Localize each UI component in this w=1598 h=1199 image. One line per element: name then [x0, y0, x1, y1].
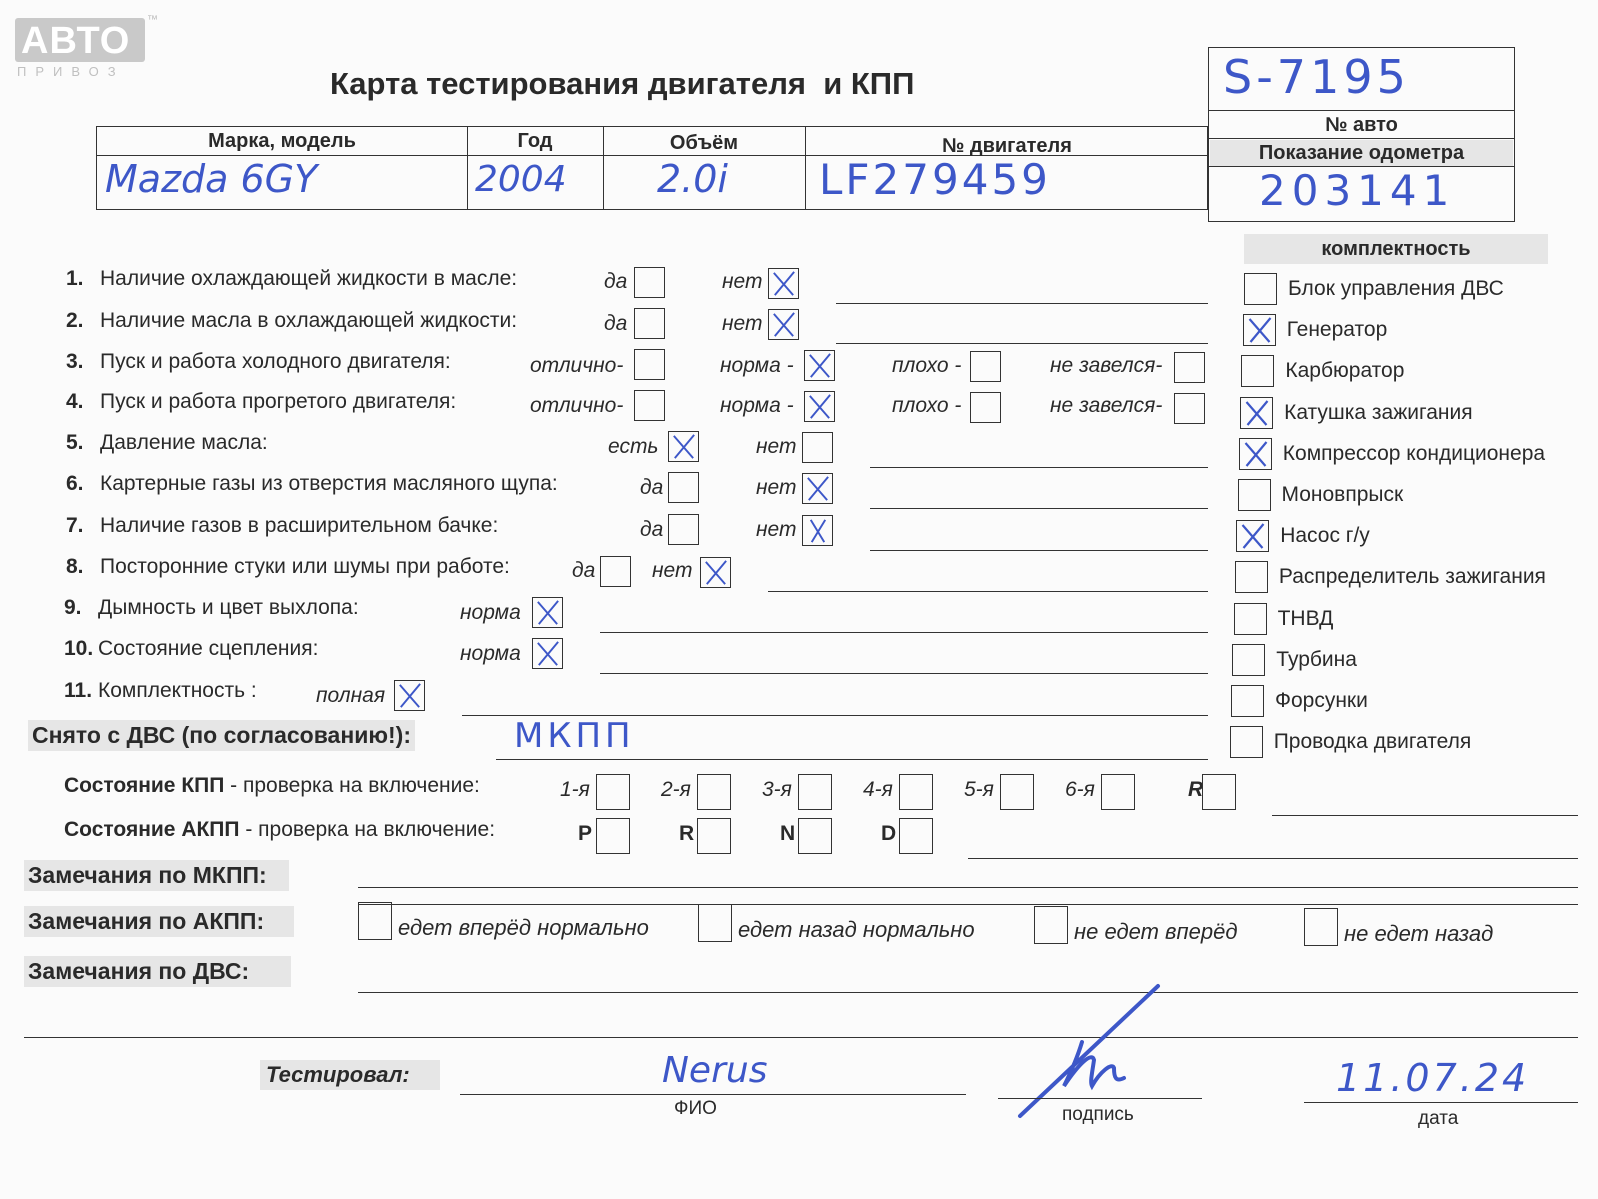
completeness-checkbox[interactable] — [1230, 726, 1263, 758]
question-text: Посторонние стуки или шумы при работе: — [100, 555, 510, 578]
gear-checkbox[interactable] — [1000, 774, 1034, 810]
option-label: нет — [756, 518, 797, 541]
question-number: 5. — [66, 431, 84, 454]
checkbox-no-checked[interactable] — [802, 515, 833, 546]
gear-checkbox[interactable] — [798, 774, 832, 810]
completeness-checkbox[interactable] — [1235, 561, 1268, 593]
checkbox-excellent[interactable] — [634, 349, 665, 380]
checkbox-no-checked[interactable] — [700, 557, 731, 588]
question-text: Пуск и работа прогретого двигателя: — [100, 390, 457, 413]
gear-checkbox[interactable] — [1101, 774, 1135, 810]
question-text: Пуск и работа холодного двигателя: — [100, 350, 451, 373]
akpp-remark-label: не едет вперёд — [1074, 919, 1238, 944]
checkbox-normal-checked[interactable] — [532, 597, 563, 628]
akpp-remark-label: едет назад нормально — [738, 917, 975, 942]
akpp-label — [64, 818, 495, 842]
question-text: Наличие охлаждающей жидкости в масле: — [100, 267, 518, 290]
logo-text: АВТО — [21, 20, 131, 62]
option-label: плохо - — [892, 354, 962, 377]
akpp-remark-label: не едет назад — [1344, 921, 1494, 946]
signature-caption: подпись — [1062, 1104, 1134, 1125]
col-engine-header: № двигателя — [942, 135, 1072, 157]
option-label: полная — [316, 684, 386, 707]
gear-checkbox[interactable] — [596, 774, 630, 810]
completeness-item-label: Катушка зажигания — [1284, 400, 1473, 424]
gear-label: 5-я — [964, 778, 994, 801]
removed-value: МКПП — [514, 716, 635, 756]
question-number: 10. — [64, 637, 94, 660]
completeness-item-label: Форсунки — [1275, 689, 1368, 712]
volume-value: 2.0i — [657, 157, 728, 201]
completeness-checkbox[interactable] — [1236, 520, 1269, 552]
car-number-value: S-7195 — [1223, 50, 1410, 104]
completeness-item-label: Генератор — [1286, 318, 1388, 342]
akpp-remark-checkbox[interactable] — [1304, 908, 1338, 946]
completeness-item-label: ТНВД — [1277, 606, 1334, 630]
kpp-label — [64, 774, 480, 798]
removed-label: Снято с ДВС (по согласованию!): — [28, 720, 415, 751]
engine-number-value: LF279459 — [819, 155, 1051, 204]
mode-checkbox[interactable] — [697, 818, 731, 854]
question-number: 2. — [66, 309, 84, 332]
question-text: Дымность и цвет выхлопа: — [98, 596, 359, 619]
question-text: Картерные газы из отверстия масляного щупа: — [100, 472, 558, 495]
gear-checkbox[interactable] — [899, 774, 933, 810]
kpp-label-bold: Состояние КПП — [64, 774, 225, 797]
mode-checkbox[interactable] — [596, 818, 630, 854]
checkbox-excellent[interactable] — [634, 390, 665, 421]
col-year-header: Год — [517, 130, 553, 152]
mode-label: P — [578, 822, 593, 845]
checkbox-normal-checked[interactable] — [804, 350, 835, 381]
col-model-header: Марка, модель — [208, 130, 356, 152]
completeness-title: комплектность — [1244, 234, 1548, 264]
completeness-item-label: Моновпрыск — [1281, 483, 1404, 506]
completeness-checkbox[interactable] — [1241, 355, 1274, 387]
akpp-remark-checkbox[interactable] — [698, 904, 732, 942]
option-label: нет — [756, 476, 797, 499]
question-number: 7. — [66, 514, 84, 537]
page-title: Карта тестирования двигателя и КПП — [330, 66, 915, 101]
akpp-remark-checkbox[interactable] — [358, 902, 392, 940]
akpp-remark-label: едет вперёд нормально — [398, 915, 649, 940]
option-label: есть — [608, 435, 659, 458]
model-value: Mazda 6GY — [105, 157, 318, 201]
option-label: отлично- — [530, 354, 624, 377]
kpp-label-rest: - проверка на включение: — [224, 774, 480, 797]
checkbox-yes[interactable] — [634, 267, 665, 298]
option-label: да — [572, 559, 596, 582]
question-text: Давление масла: — [100, 431, 268, 454]
gear-label: 3-я — [762, 778, 792, 801]
car-number-box — [1208, 47, 1515, 222]
checkbox-no[interactable] — [802, 432, 833, 463]
tested-label: Тестировал: — [260, 1060, 440, 1090]
checkbox-not-started[interactable] — [1174, 352, 1205, 383]
question-number: 4. — [66, 390, 84, 413]
odometer-value: 203141 — [1259, 166, 1456, 215]
checkbox-full-checked[interactable] — [394, 680, 425, 711]
gear-label: R — [1188, 778, 1204, 801]
akpp-label-bold: Состояние АКПП — [64, 818, 240, 841]
logo-tm: ™ — [147, 14, 158, 26]
checkbox-yes-checked[interactable] — [668, 431, 699, 462]
mode-label: D — [881, 822, 897, 845]
completeness-checkbox[interactable] — [1231, 685, 1264, 717]
option-label: нет — [722, 270, 763, 293]
mode-checkbox[interactable] — [798, 818, 832, 854]
checkbox-normal-checked[interactable] — [804, 391, 835, 422]
date-caption: дата — [1418, 1108, 1459, 1129]
remarks-dvs-label: Замечания по ДВС: — [24, 956, 291, 987]
completeness-item-label: Турбина — [1276, 647, 1357, 671]
option-label: плохо - — [892, 394, 962, 417]
completeness-checkbox[interactable] — [1243, 314, 1276, 346]
mode-checkbox[interactable] — [899, 818, 933, 854]
question-number: 1. — [66, 267, 84, 290]
question-number: 3. — [66, 350, 84, 373]
option-label: да — [604, 312, 628, 335]
checkbox-no-checked[interactable] — [768, 268, 799, 299]
mode-label: N — [780, 822, 796, 845]
checkbox-bad[interactable] — [970, 351, 1001, 382]
logo-sub: ПРИВОЗ — [17, 64, 125, 79]
checkbox-yes[interactable] — [668, 514, 699, 545]
question-text: Комплектность : — [98, 679, 257, 702]
completeness-checkbox[interactable] — [1239, 438, 1272, 470]
option-label: норма — [460, 642, 521, 665]
remarks-mkpp-label: Замечания по МКПП: — [24, 860, 289, 891]
option-label: да — [640, 518, 664, 541]
option-label: норма - — [720, 354, 794, 377]
col-volume-header: Объём — [669, 132, 739, 154]
odometer-label: Показание одометра — [1210, 140, 1513, 166]
signature — [1006, 982, 1186, 1122]
option-label: нет — [756, 435, 797, 458]
gear-label: 2-я — [661, 778, 691, 801]
question-number: 11. — [64, 679, 93, 702]
option-label: отлично- — [530, 394, 624, 417]
header-table — [96, 126, 1208, 210]
completeness-item-label: Блок управления ДВС — [1288, 277, 1504, 300]
option-label: норма — [460, 601, 521, 624]
option-label: норма - — [720, 394, 794, 417]
completeness-checkbox[interactable] — [1232, 644, 1265, 676]
gear-label: 4-я — [863, 778, 893, 801]
completeness-item-label: Распределитель зажигания — [1278, 565, 1546, 589]
akpp-label-rest: - проверка на включение: — [239, 818, 496, 841]
date-value: 11.07.24 — [1336, 1056, 1530, 1100]
tester-name: Nerus — [662, 1050, 768, 1091]
checkbox-yes[interactable] — [668, 472, 699, 503]
option-label: нет — [652, 559, 693, 582]
checkbox-normal-checked[interactable] — [532, 638, 563, 669]
completeness-checkbox[interactable] — [1244, 273, 1277, 305]
question-number: 6. — [66, 472, 84, 495]
option-label: не завелся- — [1050, 394, 1163, 417]
completeness-item-label: Насос г/у — [1280, 524, 1370, 548]
remarks-akpp-label: Замечания по АКПП: — [24, 906, 294, 937]
option-label: не завелся- — [1050, 354, 1163, 377]
option-label: нет — [722, 312, 763, 335]
completeness-item-label: Проводка двигателя — [1273, 730, 1472, 754]
completeness-checkbox[interactable] — [1240, 397, 1273, 429]
checkbox-yes[interactable] — [634, 308, 665, 339]
option-label: да — [640, 476, 664, 499]
question-text: Наличие масла в охлаждающей жидкости: — [100, 309, 518, 332]
checkbox-no-checked[interactable] — [802, 473, 833, 504]
option-label: да — [604, 270, 628, 293]
akpp-remark-checkbox[interactable] — [1034, 906, 1068, 944]
checkbox-no-checked[interactable] — [768, 309, 799, 340]
gear-checkbox[interactable] — [697, 774, 731, 810]
completeness-checkbox[interactable] — [1234, 603, 1267, 635]
logo — [15, 14, 158, 79]
car-number-label: № авто — [1325, 114, 1398, 136]
gear-checkbox[interactable] — [1202, 774, 1236, 810]
year-value: 2004 — [475, 159, 567, 200]
checkbox-not-started[interactable] — [1174, 393, 1205, 424]
gear-label: 6-я — [1065, 778, 1095, 801]
completeness-item-label: Компрессор кондиционера — [1282, 441, 1546, 465]
question-text: Наличие газов в расширительном бачке: — [100, 514, 499, 537]
question-number: 8. — [66, 555, 84, 578]
name-caption: ФИО — [674, 1098, 717, 1119]
question-number: 9. — [64, 596, 82, 619]
gear-label: 1-я — [560, 778, 590, 801]
completeness-checkbox[interactable] — [1238, 479, 1271, 511]
completeness-item-label: Карбюратор — [1285, 359, 1405, 383]
question-text: Состояние сцепления: — [98, 637, 319, 660]
checkbox-yes[interactable] — [600, 556, 631, 587]
checkbox-bad[interactable] — [970, 392, 1001, 423]
mode-label: R — [679, 822, 695, 845]
